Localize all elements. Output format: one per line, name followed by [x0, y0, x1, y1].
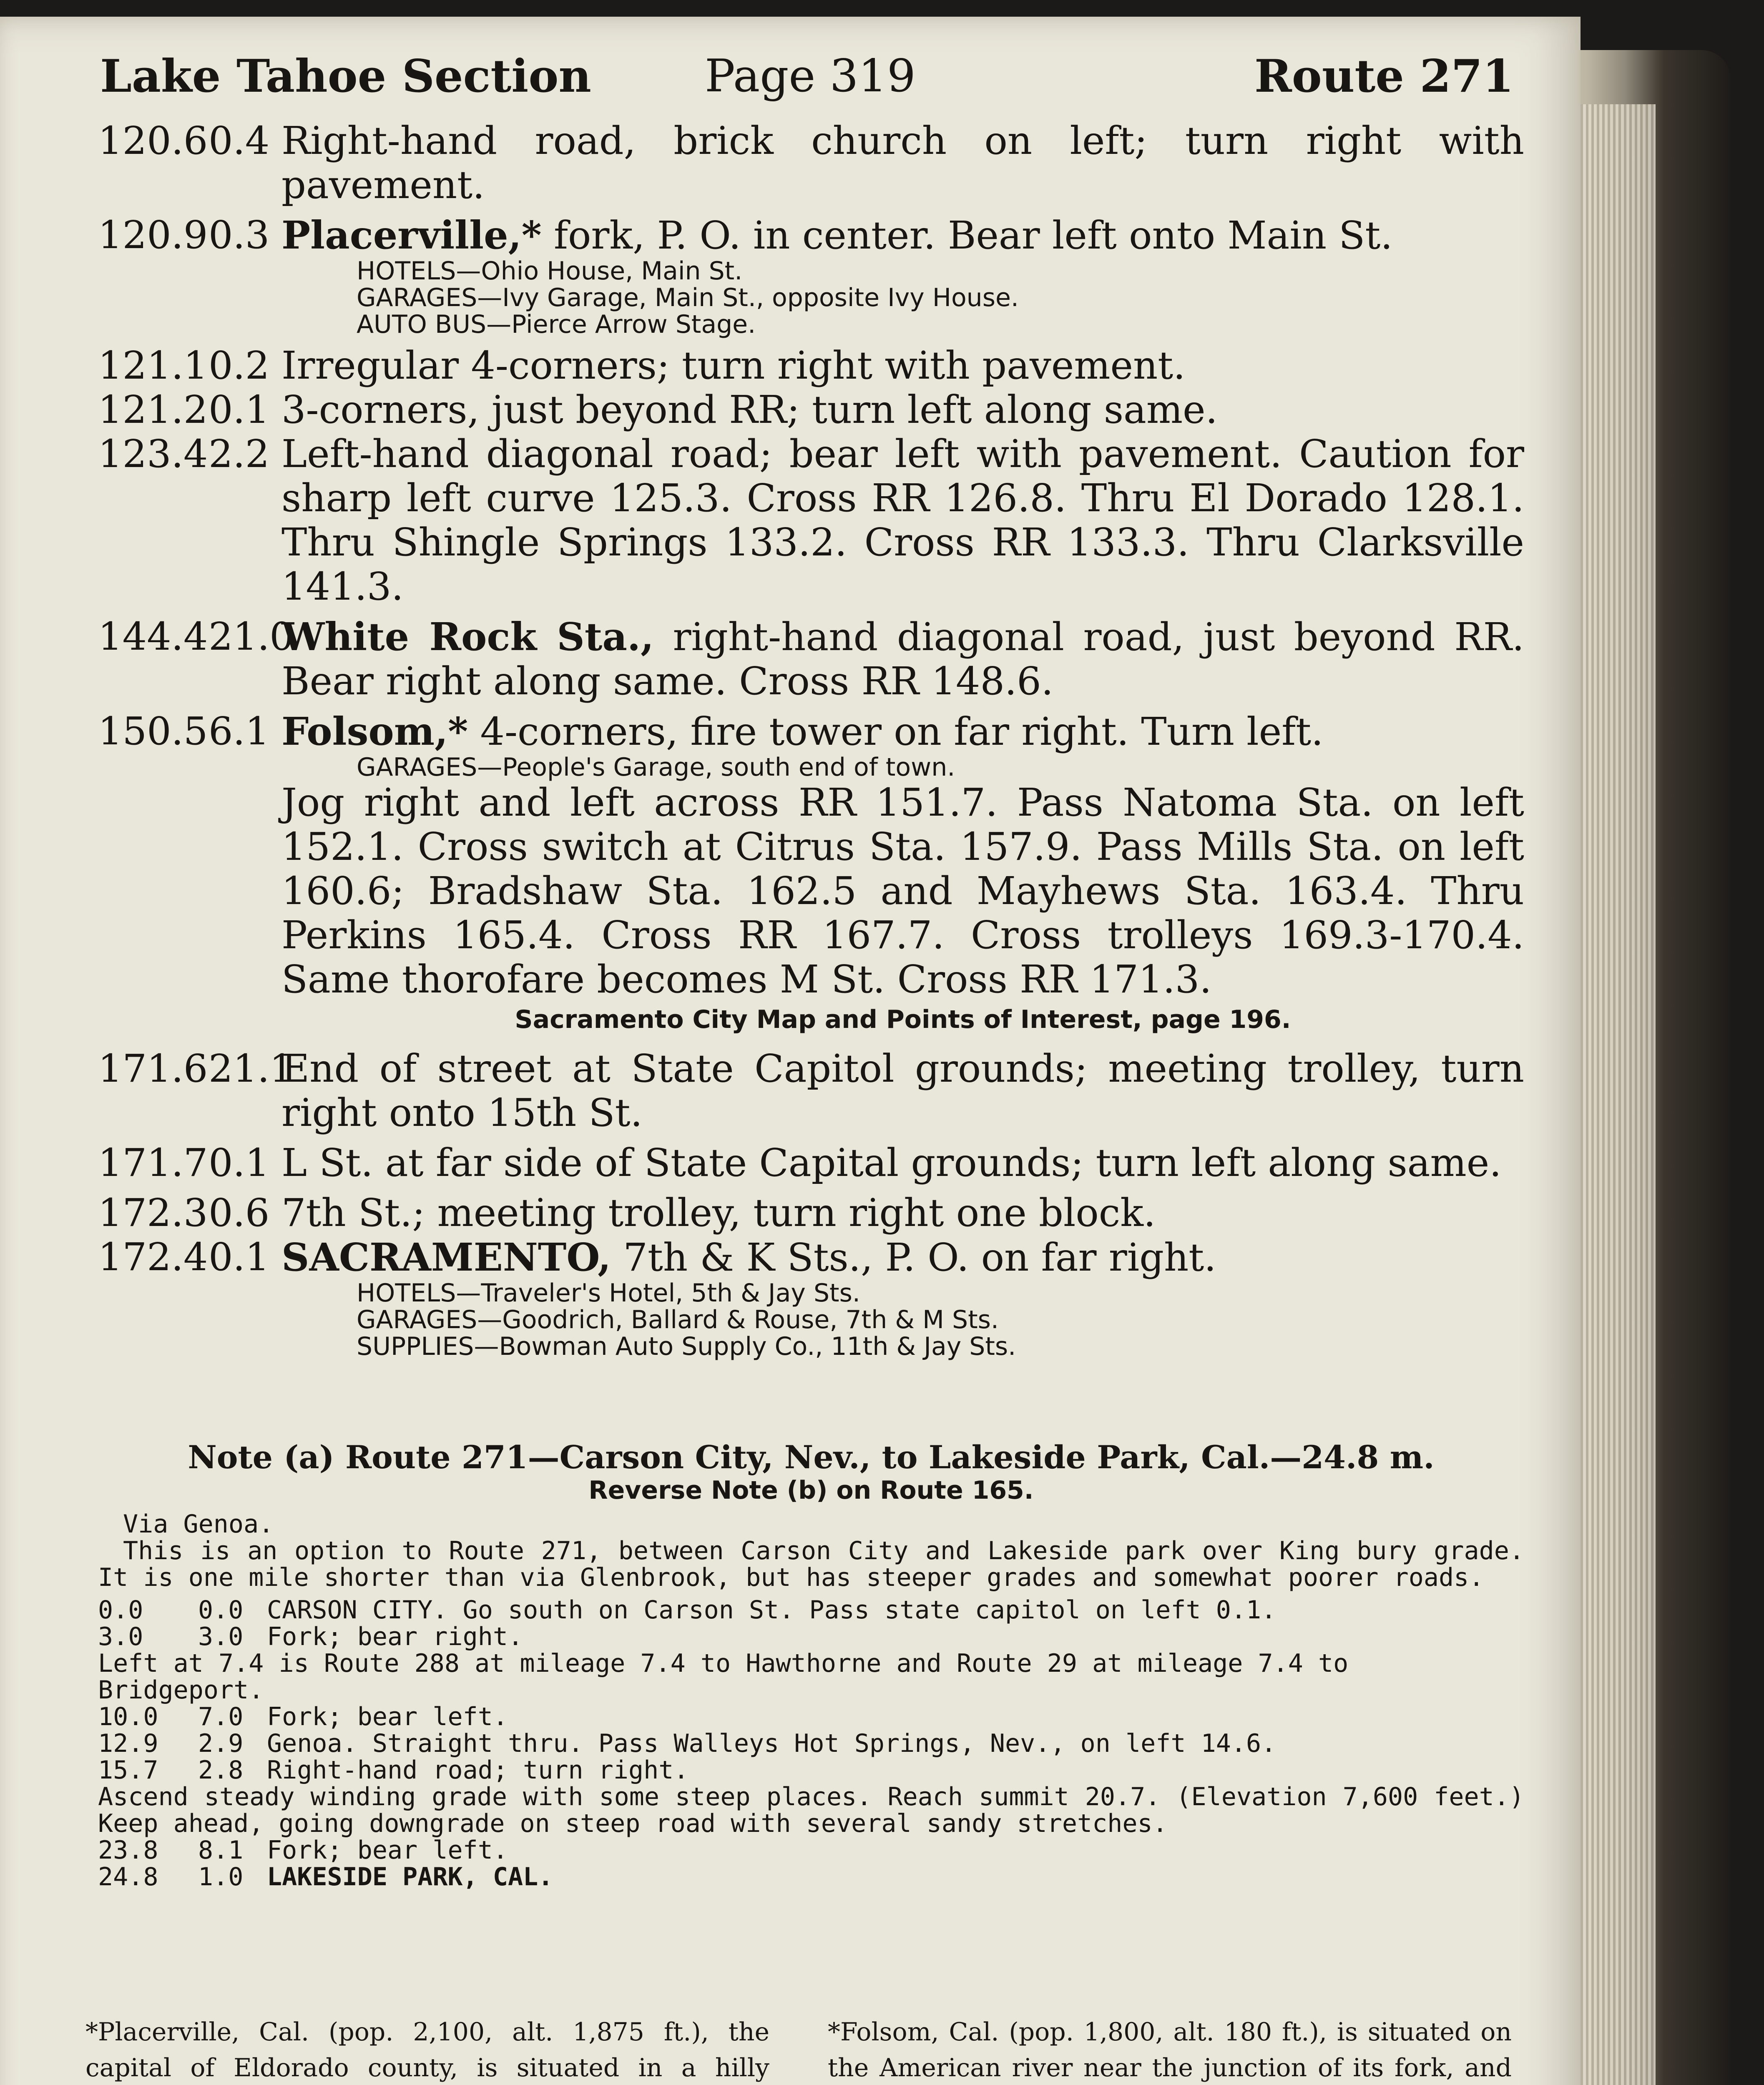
route-entry: 120.9 0.3 Placerville,* fork, P. O. in center. Bear left onto Main St.: [98, 213, 1393, 258]
service-listing: AUTO BUS—Pierce Arrow Stage.: [357, 310, 756, 339]
route-entry: 123.4 2.2 Left-hand diagonal road; bear left with pavement. Caution for sharp left curve 125.3. Cross RR 126.8. Thru El Dorado 128.1. Thru Shingle Springs 133.2. Cross RR 133.3. Thru Clarksville 141.3.: [98, 432, 1524, 609]
route-entry: 171.7 0.1 L St. at far side of State Capital grounds; turn left along same.: [98, 1140, 1502, 1185]
route-table: [98, 119, 1524, 1360]
page-header: [100, 33, 1514, 113]
service-listing: SUPPLIES—Bowman Auto Supply Co., 11th & Jay Sts.: [357, 1332, 1016, 1361]
note-entry: 15.7 2.8 Right-hand road; turn right.: [98, 1756, 689, 1785]
route-entry: 121.2 0.1 3-corners, just beyond RR; turn left along same.: [98, 387, 1218, 432]
section-title: Lake Tahoe Section: [100, 50, 591, 103]
book-page: [0, 17, 1581, 2085]
service-listing: HOTELS—Traveler's Hotel, 5th & Jay Sts.: [357, 1279, 860, 1308]
note-title: Note (a) Route 271—Carson City, Nev., to Lakeside Park, Cal.—24.8 m.: [188, 1439, 1435, 1476]
page-number: Page 319: [705, 50, 916, 102]
route-number: Route 271: [1254, 50, 1514, 103]
note-entry: 12.9 2.9 Genoa. Straight thru. Pass Walleys Hot Springs, Nev., on left 14.6.: [98, 1729, 1277, 1758]
note-entry: 3.0 3.0 Fork; bear right.: [98, 1622, 523, 1651]
route-entry: 144.4 21.0 White Rock Sta., right-hand diagonal road, just beyond RR. Bear right along same. Cross RR 148.6.: [98, 614, 1524, 703]
route-note: [98, 1439, 1524, 1890]
route-entry: 121.1 0.2 Irregular 4-corners; turn right with pavement.: [98, 343, 1186, 388]
note-subtitle: Reverse Note (b) on Route 165.: [588, 1476, 1034, 1505]
service-listing: GARAGES—Goodrich, Ballard & Rouse, 7th & M Sts.: [357, 1305, 999, 1334]
route-continuation: Jog right and left across RR 151.7. Pass Natoma Sta. on left 152.1. Cross switch at Citrus Sta. 157.9. Pass Mills Sta. on left 160.6; Bradshaw Sta. 162.5 and Mayhews Sta. 163.4. Thru Perkins 165.4. Cross RR 167.7. Cross trolleys 169.3-170.4. Same thorofare becomes M St. Cross RR 171.3.: [281, 780, 1524, 1002]
service-listing: GARAGES—Ivy Garage, Main St., opposite Ivy House.: [357, 283, 1019, 312]
note-entry: 23.8 8.1 Fork; bear left.: [98, 1836, 508, 1865]
route-entry: 172.3 0.6 7th St.; meeting trolley, turn right one block.: [98, 1191, 1156, 1235]
page-edges: [1572, 104, 1656, 2085]
service-listing: GARAGES—People's Garage, south end of town.: [357, 753, 955, 782]
note-entry: 24.8 1.0 LAKESIDE PARK, CAL.: [98, 1862, 553, 1892]
footnote-placerville: *Placerville, Cal. (pop. 2,100, alt. 1,875 ft.), the capital of Eldorado county, is situated in a hilly: [85, 2017, 769, 2082]
route-entry: 172.4 0.1 SACRAMENTO, 7th & K Sts., P. O. on far right.: [98, 1235, 1216, 1280]
route-entry: 171.6 21.1 End of street at State Capitol grounds; meeting trolley, turn right onto 15th St.: [98, 1046, 1524, 1135]
service-listing: HOTELS—Ohio House, Main St.: [357, 256, 743, 286]
map-reference: Sacramento City Map and Points of Interest, page 196.: [515, 1005, 1291, 1034]
route-entry: 150.5 6.1 Folsom,* 4-corners, fire tower on far right. Turn left.: [98, 709, 1324, 754]
note-entry: 10.0 7.0 Fork; bear left.: [98, 1702, 508, 1731]
route-entry: 120.6 0.4 Right-hand road, brick church on left; turn right with pavement.: [98, 118, 1524, 207]
note-entry: 0.0 0.0 CARSON CITY. Go south on Carson St. Pass state capitol on left 0.1.: [98, 1595, 1277, 1625]
footnote-folsom: *Folsom, Cal. (pop. 1,800, alt. 180 ft.), is situated on the American river near the junction of its fork, and: [828, 2017, 1512, 2082]
note-body: Via Genoa. This is an option to Route 271, between Carson City and Lakeside park over King bury grade. It is one mile shorter than via Glenbrook, but has steeper grades and somewhat poorer roads. 0.0 0.0 CARSON CITY. Go south on Carson St. Pass state capitol on left 0.1. 3.0 3.0 Fork; bear right. Left at 7.4 is Route 288 at mileage 7.4 to Hawthorne and Route 29 at mileage 7.4 to Bridgeport. 10.0 7.0 Fork; bear left. 12.9 2.9 Genoa. Straight thru. Pass Walleys Hot Springs, Nev., on left 14.6. 15.7 2.8 Right-hand road; turn right. Ascend steady winding grade with some steep places. Reach summit 20.7. (Elevation 7,600 feet.) Keep ahead, going downgrade on steep road with several sandy stretches. 23.8 8.1 Fork; bear left. 24.8 1.0 LAKESIDE PARK, CAL.: [98, 1510, 1524, 1892]
